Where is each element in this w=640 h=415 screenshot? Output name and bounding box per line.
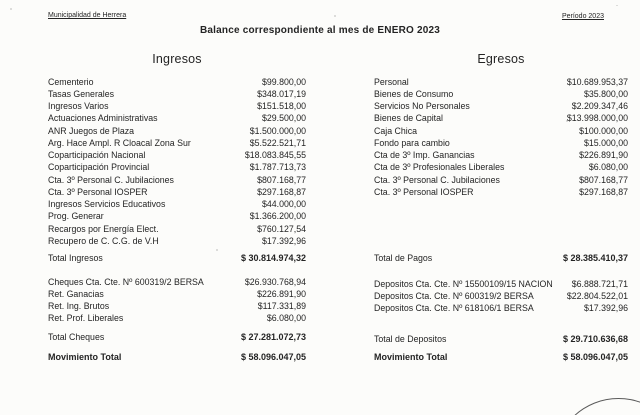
ingresos-row-value: $297.168,87 <box>257 187 306 197</box>
ingresos-row <box>48 100 306 112</box>
egresos-row-value: $15.000,00 <box>583 138 628 148</box>
egresos-row-label: Cta de 3º Profesionales Liberales <box>374 162 505 172</box>
egresos-row-label: Bienes de Consumo <box>374 89 454 99</box>
egresos-row <box>374 76 628 88</box>
ingresos-row-value: $5.522.521,71 <box>249 138 306 148</box>
total-depositos-value: $ 29.710.636,68 <box>562 334 628 344</box>
egresos-row <box>374 149 628 161</box>
ingresos-row-label: Cementerio <box>48 77 94 87</box>
depositos-row <box>374 278 628 290</box>
egresos-heading: Egresos <box>477 52 525 66</box>
cheques-row-label: Ret. Ing. Brutos <box>48 301 110 311</box>
ingresos-row-label: Cta. 3º Personal C. Jubilaciones <box>48 175 174 185</box>
total-cheques-label: Total Cheques <box>48 332 105 342</box>
depositos-row-value: $17.392,96 <box>583 303 628 313</box>
document-title: Balance correspondiente al mes de ENERO 2023 <box>199 25 440 36</box>
period-label: Período 2023 <box>561 13 604 20</box>
movimiento-total-ingresos-row <box>48 351 306 363</box>
egresos-row-label: Servicios No Personales <box>374 101 470 111</box>
egresos-row-label: Bienes de Capital <box>374 113 443 123</box>
scan-speck <box>10 8 12 10</box>
total-pagos-value: $ 28.385.410,37 <box>562 253 628 263</box>
egresos-row-value: $10.689.953,37 <box>566 77 628 87</box>
egresos-row-label: Personal <box>374 77 409 87</box>
ingresos-row-value: $44.000,00 <box>261 199 306 209</box>
egresos-row-label: Cta de 3º Imp. Ganancias <box>374 150 475 160</box>
cheques-row <box>48 300 306 312</box>
ingresos-row-label: Actuaciones Administrativas <box>48 113 158 123</box>
ingresos-row-label: Recupero de C. C.G. de V.H <box>48 236 159 246</box>
ingresos-row <box>48 223 306 235</box>
ingresos-row <box>48 88 306 100</box>
ingresos-row-value: $1.500.000,00 <box>249 126 306 136</box>
ingresos-row-value: $17.392,96 <box>261 236 306 246</box>
ingresos-row <box>48 235 306 247</box>
ingresos-row-value: $18.083.845,55 <box>244 150 306 160</box>
ingresos-row <box>48 161 306 173</box>
egresos-row-value: $807.168,77 <box>579 175 628 185</box>
scan-speck <box>566 120 568 122</box>
egresos-row <box>374 125 628 137</box>
egresos-row-value: $13.998.000,00 <box>566 113 628 123</box>
cheques-row <box>48 312 306 324</box>
ingresos-row <box>48 125 306 137</box>
ingresos-row <box>48 149 306 161</box>
movimiento-total-label: Movimiento Total <box>48 352 122 362</box>
total-ingresos-row <box>48 252 306 264</box>
ingresos-heading: Ingresos <box>152 52 202 66</box>
ingresos-row-value: $807.168,77 <box>257 175 306 185</box>
total-pagos-label: Total de Pagos <box>374 253 433 263</box>
egresos-row-value: $297.168,87 <box>579 187 628 197</box>
scan-speck <box>334 15 336 17</box>
ingresos-row-label: Tasas Generales <box>48 89 115 99</box>
total-ingresos-label: Total Ingresos <box>48 253 103 263</box>
egresos-row <box>374 88 628 100</box>
total-cheques-row <box>48 331 306 343</box>
cheques-row-value: $117.331,89 <box>257 301 306 311</box>
egresos-row <box>374 137 628 149</box>
egresos-row-label: Cta. 3º Personal C. Jubilaciones <box>374 175 500 185</box>
egresos-row <box>374 100 628 112</box>
ingresos-row-value: $348.017,19 <box>257 89 306 99</box>
ingresos-row-label: Ingresos Varios <box>48 101 109 111</box>
cheques-row-label: Cheques Cta. Cte. Nº 600319/2 BERSA <box>48 277 204 287</box>
ingresos-row-value: $99.800,00 <box>261 77 306 87</box>
ingresos-row-label: Arg. Hace Ampl. R Cloacal Zona Sur <box>48 138 191 148</box>
movimiento-total-value: $ 58.096.047,05 <box>562 352 628 362</box>
ingresos-row <box>48 76 306 88</box>
depositos-row-label: Depositos Cta. Cte. Nº 600319/2 BERSA <box>374 291 534 301</box>
organization-name: Municipalidad de Herrera <box>48 12 127 19</box>
egresos-row-label: Caja Chica <box>374 126 418 136</box>
ingresos-row-label: Ingresos Servicios Educativos <box>48 199 166 209</box>
scan-speck <box>616 5 618 6</box>
cheques-row-value: $226.891,90 <box>257 289 306 299</box>
ingresos-row-label: Recargos por Energía Elect. <box>48 224 159 234</box>
ingresos-row <box>48 186 306 198</box>
total-pagos-row <box>374 252 628 264</box>
total-depositos-label: Total de Depositos <box>374 334 447 344</box>
egresos-row-value: $6.080,00 <box>588 162 628 172</box>
ingresos-column <box>48 0 306 415</box>
total-ingresos-value: $ 30.814.974,32 <box>240 253 306 263</box>
egresos-row-value: $2.209.347,46 <box>571 101 628 111</box>
egresos-row-value: $226.891,90 <box>579 150 628 160</box>
ingresos-row <box>48 210 306 222</box>
egresos-row-value: $100.000,00 <box>579 126 628 136</box>
cheques-row <box>48 276 306 288</box>
egresos-row <box>374 186 628 198</box>
cheques-row <box>48 288 306 300</box>
depositos-row-label: Depositos Cta. Cte. Nº 618106/1 BERSA <box>374 303 534 313</box>
depositos-row-label: Depositos Cta. Cte. Nº 15500109/15 NACION <box>374 279 553 289</box>
ingresos-row-value: $151.518,00 <box>257 101 306 111</box>
ingresos-row-label: Cta. 3º Personal IOSPER <box>48 187 148 197</box>
depositos-row-value: $22.804.522,01 <box>566 291 628 301</box>
egresos-column <box>374 0 628 415</box>
cheques-row-label: Ret. Ganacias <box>48 289 104 299</box>
ingresos-row-value: $760.127,54 <box>257 224 306 234</box>
scan-speck <box>412 118 413 120</box>
cheques-row-value: $6.080,00 <box>266 313 306 323</box>
movimiento-total-value: $ 58.096.047,05 <box>240 352 306 362</box>
ingresos-row <box>48 137 306 149</box>
total-depositos-row <box>374 333 628 345</box>
movimiento-total-label: Movimiento Total <box>374 352 448 362</box>
depositos-row <box>374 302 628 314</box>
egresos-row-label: Fondo para cambio <box>374 138 450 148</box>
egresos-row <box>374 161 628 173</box>
ingresos-row-value: $1.787.713,73 <box>249 162 306 172</box>
ingresos-row <box>48 112 306 124</box>
depositos-row-value: $6.888.721,71 <box>571 279 628 289</box>
ingresos-row-value: $29.500,00 <box>261 113 306 123</box>
ingresos-row-label: Prog. Generar <box>48 211 104 221</box>
ingresos-row-value: $1.366.200,00 <box>249 211 306 221</box>
cheques-row-value: $26.930.768,94 <box>244 277 306 287</box>
ingresos-row-label: ANR Juegos de Plaza <box>48 126 135 136</box>
cheques-row-label: Ret. Prof. Liberales <box>48 313 124 323</box>
total-cheques-value: $ 27.281.072,73 <box>240 332 306 342</box>
egresos-row <box>374 174 628 186</box>
ingresos-row-label: Coparticipación Nacional <box>48 150 146 160</box>
ingresos-row <box>48 174 306 186</box>
ingresos-row-label: Coparticipación Provincial <box>48 162 150 172</box>
scan-speck <box>216 249 218 251</box>
egresos-row-value: $35.800,00 <box>583 89 628 99</box>
movimiento-total-egresos-row <box>374 351 628 363</box>
egresos-row-label: Cta. 3º Personal IOSPER <box>374 187 474 197</box>
ingresos-row <box>48 198 306 210</box>
depositos-row <box>374 290 628 302</box>
